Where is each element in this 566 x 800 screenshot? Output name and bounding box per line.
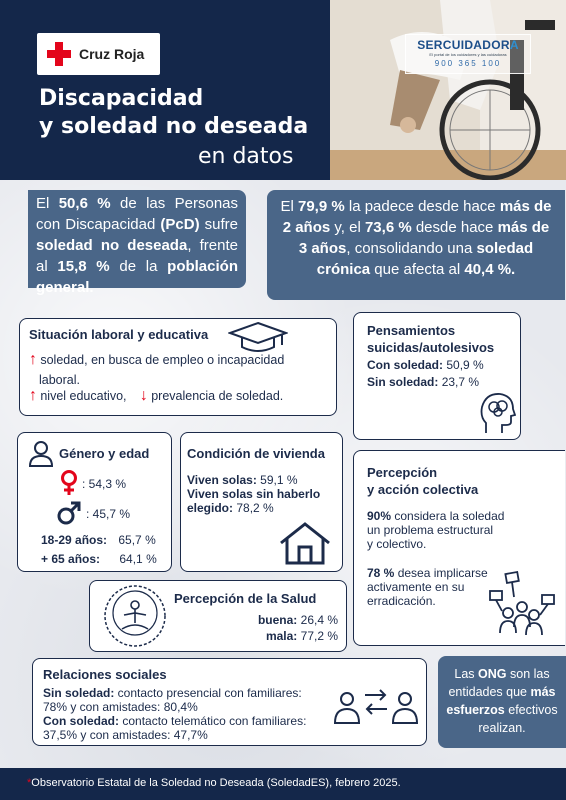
page-title-line2: y soledad no deseada: [39, 114, 309, 139]
graduation-cap-icon: [228, 321, 288, 355]
age-18-29-label: 18-29 años:: [41, 533, 108, 547]
arrow-down-icon: ↓: [139, 387, 148, 404]
viven-solas-value: 59,1 %: [256, 473, 298, 487]
card-salud: [89, 580, 347, 652]
wheelchair-photo: [330, 0, 566, 180]
person-icon: [27, 439, 55, 467]
relaciones-sin-text-2: 78% y con amistades: 80,4%: [43, 700, 198, 714]
elegido-label: elegido:: [187, 501, 234, 515]
colectiva-90-text-1: considera la soledad: [391, 509, 505, 523]
con-soledad-label: Con soledad:: [367, 358, 444, 372]
meditation-brain-icon: [102, 583, 168, 649]
relaciones-title: Relaciones sociales: [43, 667, 167, 682]
footnote-star: *: [27, 777, 32, 789]
arrow-up-icon: ↑: [29, 387, 37, 404]
laboral-line1b: laboral.: [39, 373, 80, 387]
salud-mala-value: 77,2 %: [300, 629, 338, 643]
page-title-line3: en datos: [198, 144, 294, 169]
relaciones-con-text-1: contacto telemático con familiares:: [119, 714, 307, 728]
viven-solas-sin-label: Viven solas sin haberlo: [187, 487, 321, 501]
header: [0, 0, 566, 180]
ong-callout: Las ONG son las entidades que más esfuerzos efectivos realizan.: [438, 656, 566, 748]
age-18-29-value: 65,7 %: [118, 533, 156, 547]
org-name: Cruz Roja: [79, 46, 145, 62]
elegido-value: 78,2 %: [233, 501, 274, 515]
sercuidadora-tagline: El portal de los cuidadores y las cuidadoras: [429, 52, 507, 57]
pensamientos-title-1: Pensamientos: [367, 323, 456, 338]
sercuidadora-phone: 900 365 100: [434, 59, 502, 68]
colectiva-78-text-3: erradicación.: [367, 594, 436, 608]
salud-buena-value: 26,4 %: [300, 613, 338, 627]
card-vivienda: [180, 432, 343, 572]
stat-chronic: El 79,9 % la padece desde hace más de 2 años y, el 73,6 % desde hace más de 3 años, consolidando una soledad crónica que afecta al 40,4 %.: [267, 190, 565, 300]
genero-title: Género y edad: [59, 446, 150, 461]
age-65-label: + 65 años:: [41, 552, 101, 566]
protest-group-icon: [488, 571, 558, 643]
colectiva-90-text-2: un problema estructural: [367, 523, 494, 537]
card-percepcion-colectiva: [353, 450, 565, 646]
page-title-line1: Discapacidad: [39, 86, 204, 111]
male-value: : 45,7 %: [86, 507, 131, 521]
salud-title: Percepción de la Salud: [174, 591, 317, 606]
card-relaciones: [32, 658, 427, 746]
con-soledad-value: 50,9 %: [446, 358, 484, 372]
card-genero: [17, 432, 172, 572]
cruz-roja-logo: [37, 33, 160, 75]
card-laboral: [19, 318, 337, 416]
salud-buena-label: buena:: [257, 613, 298, 627]
source-text: Observatorio Estatal de la Soledad no Deseada (SoledadES), febrero 2025.: [31, 777, 401, 789]
laboral-title: Situación laboral y educativa: [29, 327, 209, 342]
source-footer: [0, 768, 566, 800]
relaciones-con-text-2: 37,5% y con amistades: 47,7%: [43, 728, 208, 742]
colectiva-90-value: 90%: [367, 509, 392, 523]
age-65-value: 64,1 %: [119, 552, 157, 566]
laboral-line1: soledad, en busca de empleo o incapacidad: [40, 353, 285, 367]
relaciones-sin-text-1: contacto presencial con familiares:: [114, 686, 302, 700]
colectiva-78-text-1: desea implicarse: [394, 566, 488, 580]
female-value: : 54,3 %: [82, 477, 127, 491]
relaciones-sin-label: Sin soledad:: [43, 686, 115, 700]
laboral-line2a: nivel educativo,: [40, 389, 127, 403]
pensamientos-title-2: suicidas/autolesivos: [367, 340, 495, 355]
laboral-line2b: prevalencia de soledad.: [151, 389, 284, 403]
colectiva-title-1: Percepción: [367, 465, 438, 480]
colectiva-78-text-2: activamente en su: [367, 580, 465, 594]
viven-solas-label: Viven solas:: [187, 473, 257, 487]
colectiva-90-text-3: y colectivo.: [367, 537, 427, 551]
salud-mala-label: mala:: [265, 629, 298, 643]
sercuidadora-name: SERCUIDADORA: [417, 38, 519, 52]
card-pensamientos: [353, 312, 521, 440]
colectiva-78-value: 78 %: [367, 566, 395, 580]
two-people-exchange-icon: [333, 681, 419, 727]
house-icon: [279, 521, 331, 565]
sin-soledad-value: 23,7 %: [441, 375, 480, 389]
relaciones-con-label: Con soledad:: [43, 714, 120, 728]
sin-soledad-label: Sin soledad:: [367, 375, 439, 389]
colectiva-title-2: y acción colectiva: [367, 482, 479, 497]
stat-prevalence: El 50,6 % de las Personas con Discapacidad (PcD) sufre soledad no deseada, frente al 15,8 % de la población general.: [28, 190, 246, 288]
sercuidadora-logo: [405, 34, 531, 74]
head-brain-icon: [478, 391, 516, 435]
red-cross-icon: [47, 42, 71, 66]
female-icon: [58, 470, 80, 496]
arrow-up-icon: ↑: [29, 351, 37, 368]
vivienda-title: Condición de vivienda: [187, 446, 325, 461]
male-icon: [56, 500, 82, 526]
